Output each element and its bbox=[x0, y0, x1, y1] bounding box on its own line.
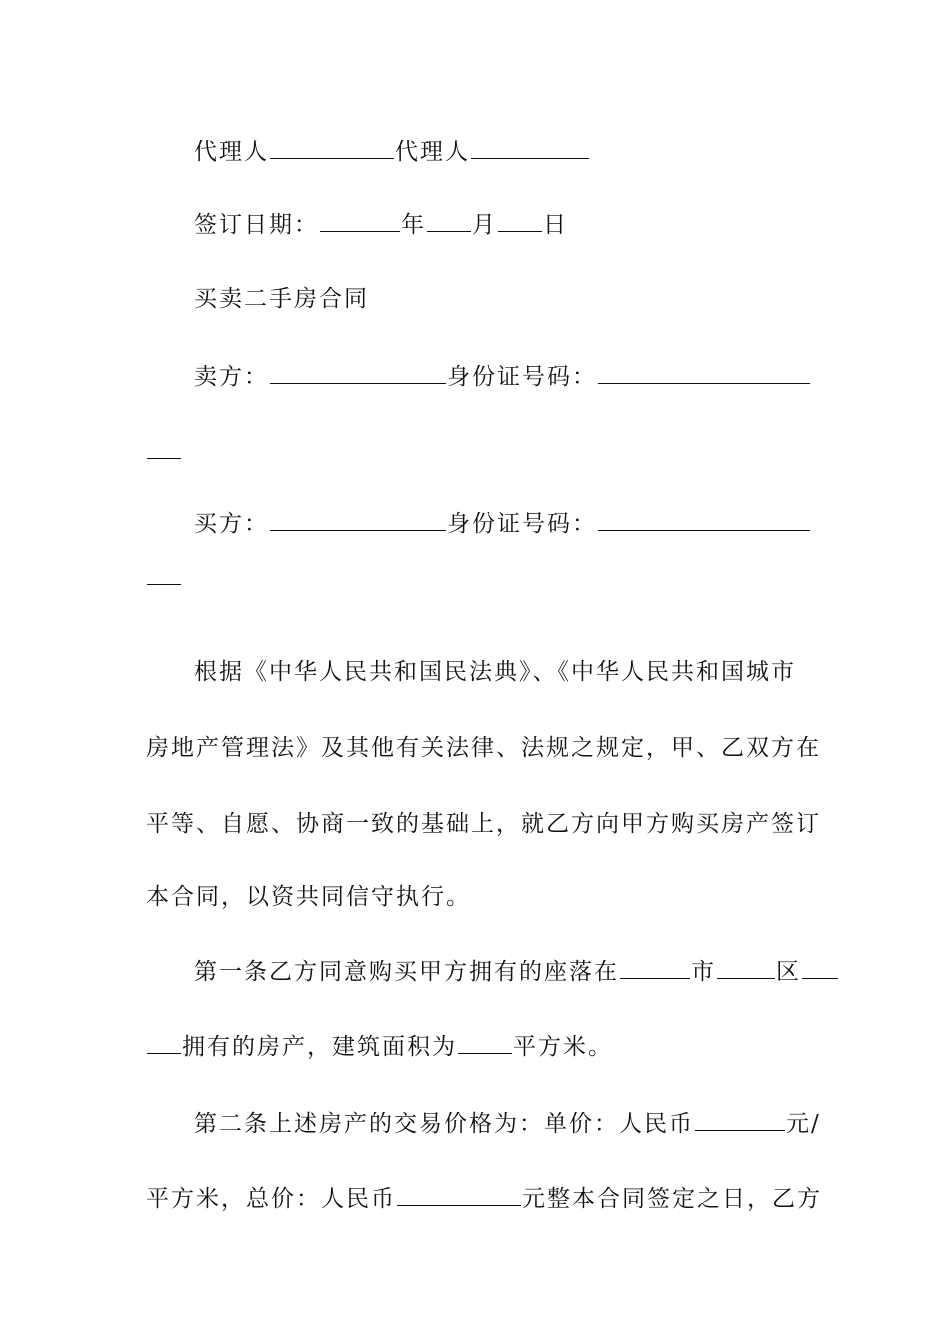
seller-id-blank-cont bbox=[146, 436, 182, 468]
date-line bbox=[194, 209, 568, 241]
article2-text-d: 元整本合同签定之日，乙方 bbox=[522, 1186, 822, 1212]
buyer-label: 买方： bbox=[194, 511, 269, 537]
seller-id-label: 身份证号码： bbox=[447, 364, 597, 390]
intro-line-1: 根据《中华人民共和国民法典》、《中华人民共和国城市 bbox=[194, 659, 796, 685]
month-blank bbox=[427, 209, 471, 232]
buyer-id-blank-cont bbox=[146, 562, 182, 594]
article1-line2 bbox=[146, 1031, 613, 1063]
article1-line1 bbox=[194, 956, 839, 988]
seller-id-blank-tail bbox=[147, 436, 181, 459]
city-blank bbox=[620, 956, 690, 979]
buyer-line bbox=[194, 508, 811, 540]
agent-b-blank bbox=[471, 136, 589, 159]
year-blank bbox=[320, 209, 400, 232]
month-label: 月 bbox=[472, 212, 497, 238]
buyer-id-blank bbox=[598, 508, 810, 531]
article2-text-b: 元/ bbox=[786, 1111, 821, 1137]
seller-label: 卖方： bbox=[194, 364, 269, 390]
article2-text-c: 平方米，总价：人民币 bbox=[146, 1186, 396, 1212]
year-label: 年 bbox=[401, 212, 426, 238]
contract-title: 买卖二手房合同 bbox=[194, 286, 369, 312]
unit-price-blank bbox=[695, 1108, 785, 1131]
article2-line2 bbox=[146, 1183, 822, 1215]
intro-line-4: 本合同，以资共同信守执行。 bbox=[146, 884, 471, 910]
agent-line bbox=[194, 136, 590, 168]
date-label: 签订日期： bbox=[194, 212, 319, 238]
buyer-id-blank-tail bbox=[147, 562, 181, 585]
intro-line-3: 平等、自愿、协商一致的基础上，就乙方向甲方购买房产签订 bbox=[146, 811, 821, 837]
agent-label-a: 代理人 bbox=[194, 139, 269, 165]
seller-line bbox=[194, 361, 811, 393]
article1-text-a: 第一条乙方同意购买甲方拥有的座落在 bbox=[194, 959, 619, 985]
article1-city: 市 bbox=[691, 959, 716, 985]
article1-text-e: 平方米。 bbox=[513, 1034, 613, 1060]
address-blank-tail bbox=[147, 1031, 181, 1054]
address-blank bbox=[802, 956, 838, 979]
buyer-name-blank bbox=[270, 508, 446, 531]
article1-district: 区 bbox=[776, 959, 801, 985]
buyer-id-label: 身份证号码： bbox=[447, 511, 597, 537]
area-blank bbox=[458, 1031, 512, 1054]
day-label: 日 bbox=[543, 212, 568, 238]
article2-line1 bbox=[194, 1108, 821, 1140]
article2-text-a: 第二条上述房产的交易价格为：单价：人民币 bbox=[194, 1111, 694, 1137]
district-blank bbox=[717, 956, 775, 979]
agent-label-b: 代理人 bbox=[395, 139, 470, 165]
article1-text-d: 拥有的房产，建筑面积为 bbox=[182, 1034, 457, 1060]
total-price-blank bbox=[397, 1183, 521, 1206]
intro-line-2: 房地产管理法》及其他有关法律、法规之规定，甲、乙双方在 bbox=[146, 735, 821, 761]
seller-id-blank bbox=[598, 361, 810, 384]
agent-a-blank bbox=[270, 136, 394, 159]
day-blank bbox=[498, 209, 542, 232]
seller-name-blank bbox=[270, 361, 446, 384]
